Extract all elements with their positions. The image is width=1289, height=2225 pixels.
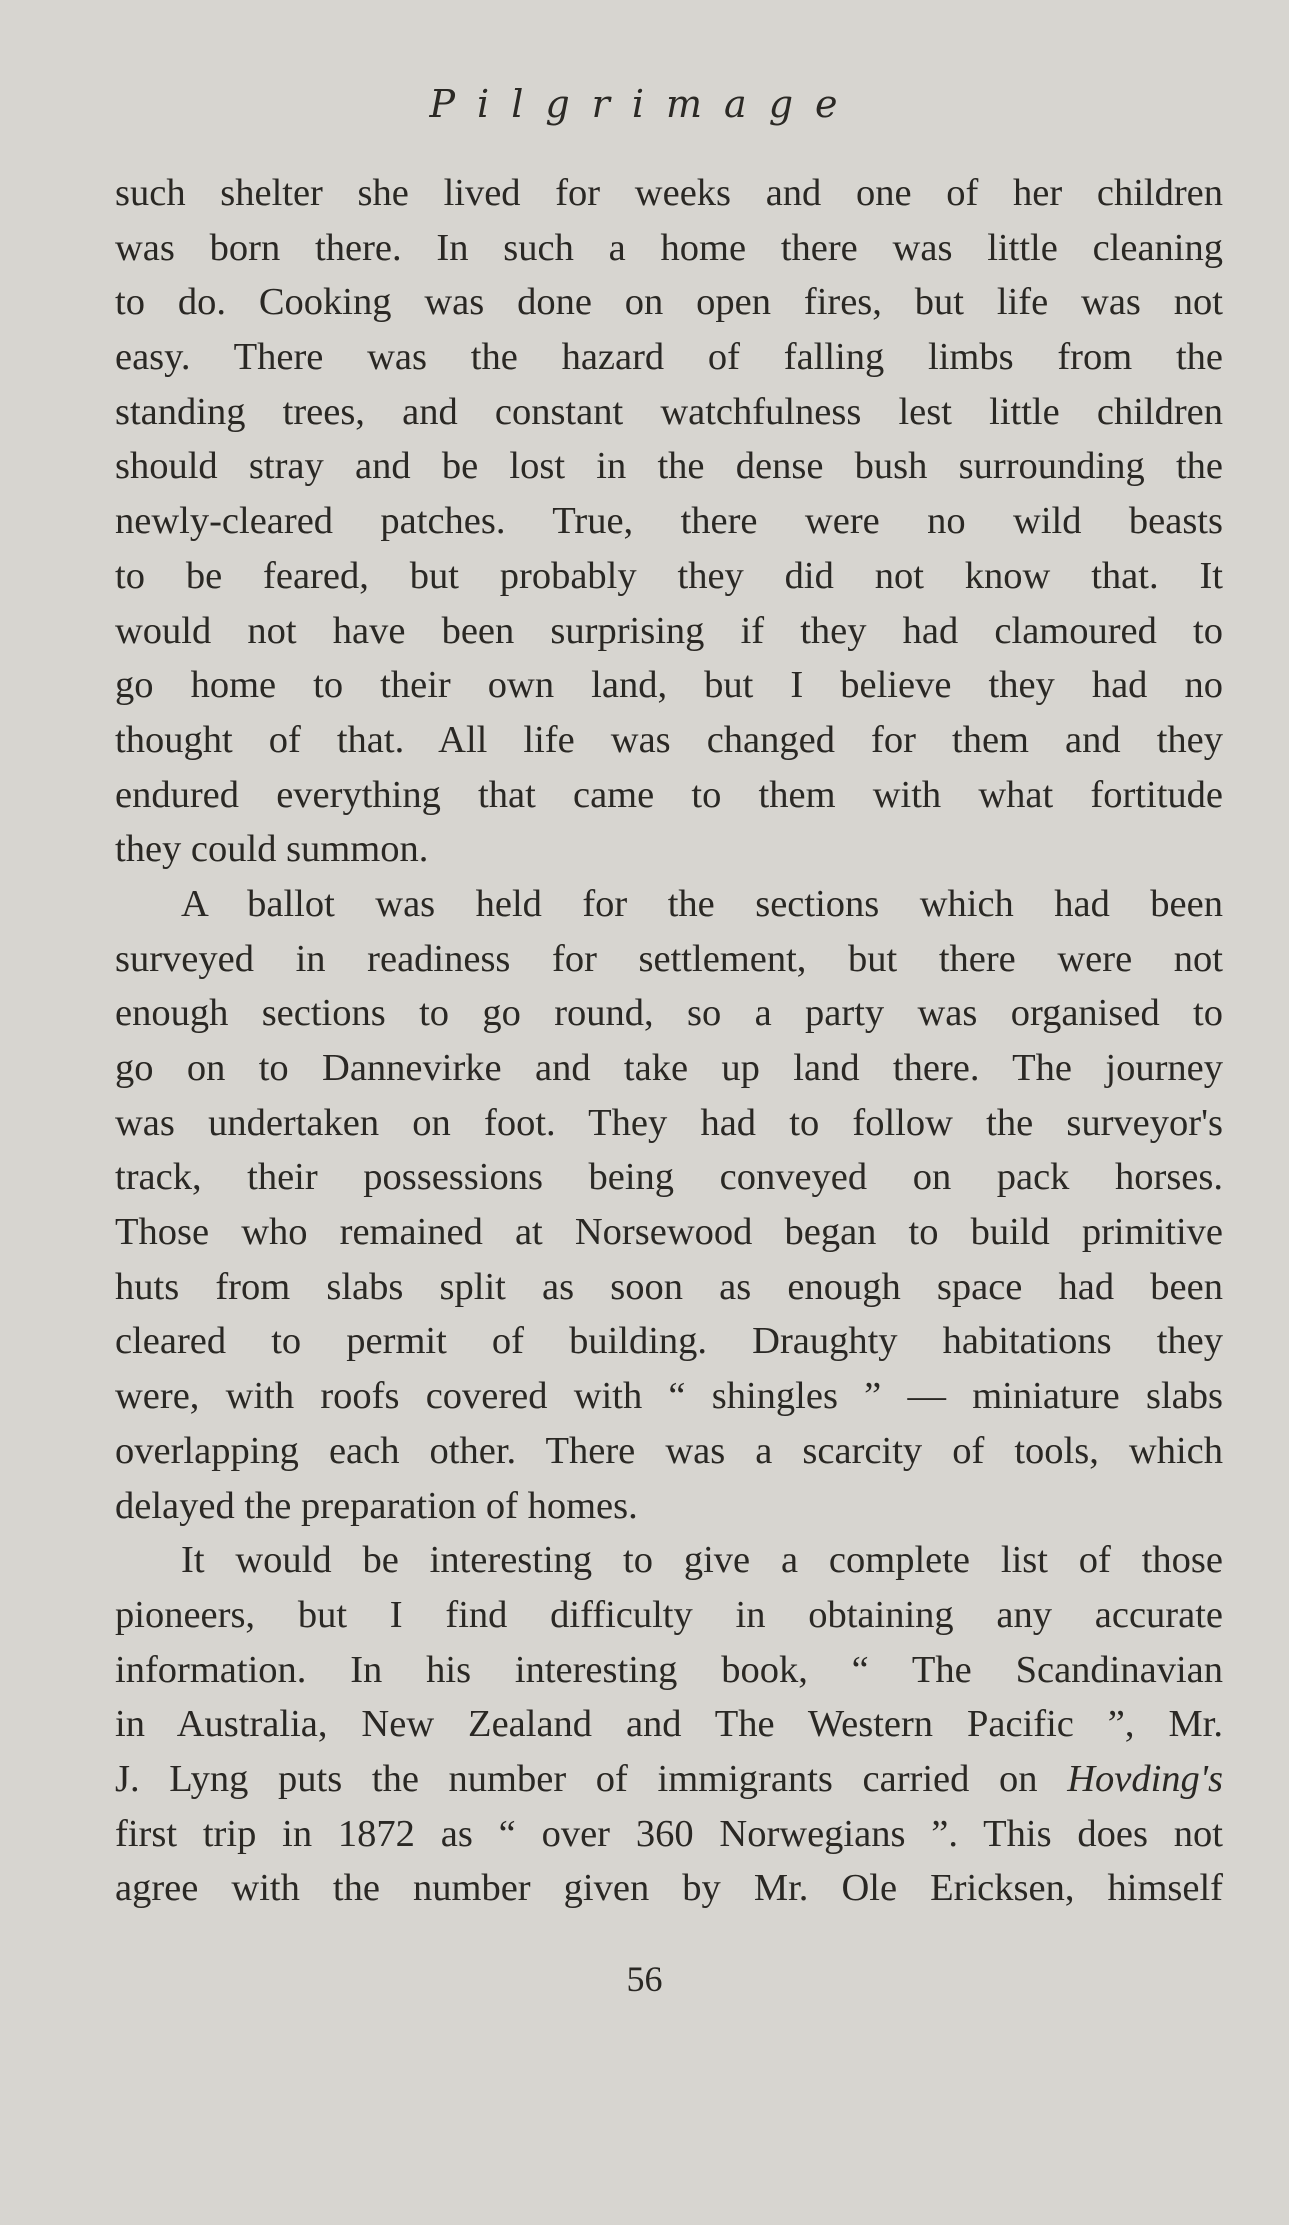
text-line: delayed the preparation of homes. xyxy=(115,1484,638,1527)
text-line: standing trees, and constant watchfulness lest little children xyxy=(115,390,1223,433)
text-line: thought of that. All life was changed for them and they xyxy=(115,718,1223,761)
text-line: in Australia, New Zealand and The Western Pacific ”, Mr. xyxy=(115,1703,1223,1746)
body-text xyxy=(115,166,1223,1916)
text-line: was born there. In such a home there was little cleaning xyxy=(115,226,1223,269)
text-line: cleared to permit of building. Draughty habitations they xyxy=(115,1320,1223,1363)
text-line: to be feared, but probably they did not know that. It xyxy=(115,554,1223,597)
text-line: to do. Cooking was done on open fires, but life was not xyxy=(115,281,1223,324)
text-line: newly-cleared patches. True, there were no wild beasts xyxy=(115,500,1223,543)
text-line: information. In his interesting book, “ The Scandinavian xyxy=(115,1648,1223,1691)
text-line: agree with the number given by Mr. Ole Ericksen, himself xyxy=(115,1867,1223,1910)
paragraph-3 xyxy=(115,1533,1223,1916)
text-line: It would be interesting to give a complete list of those xyxy=(181,1539,1223,1582)
text-line: pioneers, but I find difficulty in obtaining any accurate xyxy=(115,1593,1223,1636)
page-number: 56 xyxy=(626,1959,663,1999)
text-line: first trip in 1872 as “ over 360 Norwegians ”. This does not xyxy=(115,1812,1223,1855)
paragraph-1 xyxy=(115,166,1223,877)
text-line: go on to Dannevirke and take up land there. The journey xyxy=(115,1047,1223,1089)
text-line: easy. There was the hazard of falling limbs from the xyxy=(115,336,1223,379)
text-line: should stray and be lost in the dense bush surrounding the xyxy=(115,445,1223,488)
text-line: A ballot was held for the sections which had been xyxy=(181,882,1223,925)
text-line: Those who remained at Norsewood began to build primitive xyxy=(115,1211,1223,1254)
running-head: Pilgrimage xyxy=(429,82,860,126)
text-line: huts from slabs split as soon as enough space had been xyxy=(115,1265,1223,1308)
text-line: go home to their own land, but I believe they had no xyxy=(115,664,1223,707)
text-line: surveyed in readiness for settlement, but there were not xyxy=(115,937,1223,980)
text-line: enough sections to go round, so a party was organised to xyxy=(115,992,1223,1035)
text-line-with-italic-ship-name: J. Lyng puts the number of immigrants carried on Hovding's xyxy=(115,1757,1223,1800)
text-line: were, with roofs covered with “ shingles ” — miniature slabs xyxy=(115,1375,1223,1418)
text-line: track, their possessions being conveyed on pack horses. xyxy=(115,1156,1223,1199)
text-line: endured everything that came to them with what fortitude xyxy=(115,773,1223,816)
text-line: was undertaken on foot. They had to follow the surveyor's xyxy=(115,1101,1223,1144)
paragraph-2 xyxy=(115,877,1223,1533)
text-line: overlapping each other. There was a scarcity of tools, which xyxy=(115,1429,1223,1472)
text-line: would not have been surprising if they had clamoured to xyxy=(115,609,1223,652)
text-line: such shelter she lived for weeks and one of her children xyxy=(115,172,1223,214)
text-line: they could summon. xyxy=(115,828,429,871)
